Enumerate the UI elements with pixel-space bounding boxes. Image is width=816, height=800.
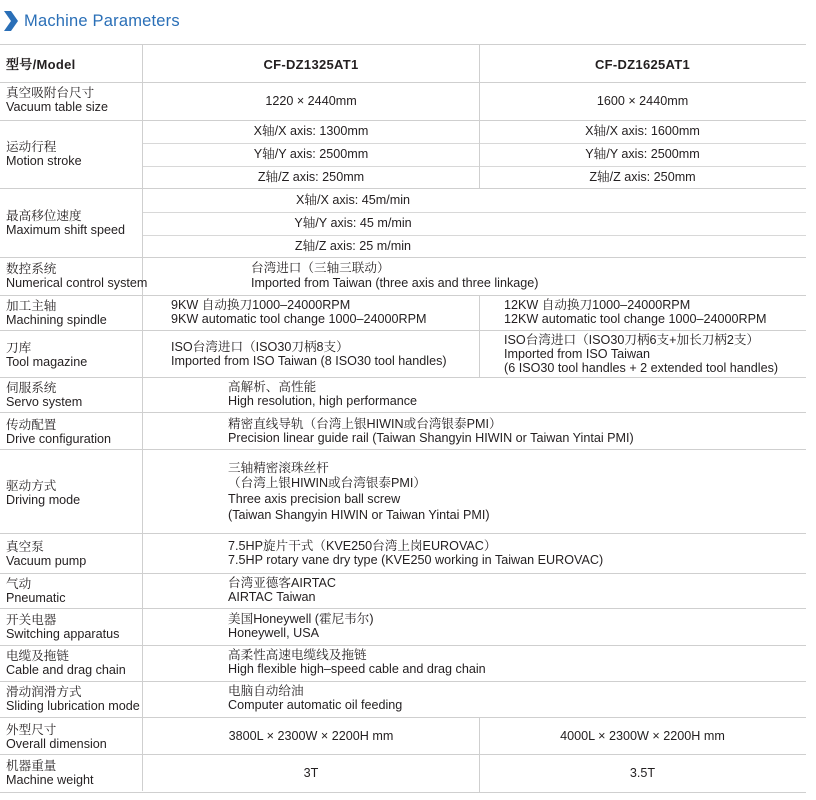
- lube-value-cn: 电脑自动给油: [228, 684, 304, 698]
- motion-y-2: Y轴/Y axis: 2500mm: [585, 147, 700, 161]
- row-tool-magazine: [0, 330, 806, 378]
- servo-value-en: High resolution, high performance: [228, 394, 418, 408]
- servo-label-en: Servo system: [6, 395, 83, 409]
- motion-y-1: Y轴/Y axis: 2500mm: [253, 147, 369, 161]
- switching-value-en: Honeywell, USA: [228, 626, 319, 640]
- dimension-value-1: 3800L × 2300W × 2200H mm: [228, 729, 394, 743]
- weight-value-2: 3.5T: [629, 766, 656, 780]
- section-header: [0, 7, 816, 37]
- weight-value-1: 3T: [303, 766, 319, 780]
- spindle-a-cn: 9KW 自动换刀1000–24000RPM: [171, 298, 351, 312]
- row-lubrication: [0, 681, 806, 718]
- pump-label-cn: 真空泵: [6, 540, 44, 554]
- magazine-b-en2: (6 ISO30 tool handles + 2 extended tool handles): [504, 361, 779, 375]
- driving-label-cn: 驱动方式: [6, 479, 57, 493]
- cable-value-en: High flexible high–speed cable and drag chain: [228, 662, 486, 676]
- driving-value-2: （台湾上银HIWIN或台湾银泰PMI）: [228, 476, 426, 490]
- row-switching: [0, 608, 806, 646]
- switching-label-en: Switching apparatus: [6, 627, 120, 641]
- vacuum-table-label-cn: 真空吸附台尺寸: [6, 86, 95, 100]
- pneumatic-label-cn: 气动: [6, 577, 32, 591]
- driving-value-4: (Taiwan Shangyin HIWIN or Taiwan Yintai PMI): [228, 508, 490, 522]
- servo-value-cn: 高解析、高性能: [228, 380, 317, 394]
- driving-label-en: Driving mode: [6, 493, 81, 507]
- motion-label-en: Motion stroke: [6, 154, 82, 168]
- row-drive-config: [0, 412, 806, 450]
- row-servo: [0, 377, 806, 413]
- spindle-label-en: Machining spindle: [6, 313, 107, 327]
- pump-label-en: Vacuum pump: [6, 554, 87, 568]
- row-vacuum-table: [0, 82, 806, 121]
- magazine-b-en: Imported from ISO Taiwan: [504, 347, 651, 361]
- speed-x: X轴/X axis: 45m/min: [295, 193, 411, 207]
- lube-label-en: Sliding lubrication mode: [6, 699, 140, 713]
- spindle-label-cn: 加工主轴: [6, 299, 57, 313]
- row-dimension: [0, 717, 806, 755]
- row-vacuum-pump: [0, 533, 806, 574]
- speed-y: Y轴/Y axis: 45 m/min: [294, 216, 412, 230]
- vacuum-table-label-en: Vacuum table size: [6, 100, 108, 114]
- lube-label-cn: 滑动润滑方式: [6, 685, 82, 699]
- spindle-b-en: 12KW automatic tool change 1000–24000RPM: [504, 312, 767, 326]
- weight-label-cn: 机器重量: [6, 759, 57, 773]
- lube-value-en: Computer automatic oil feeding: [228, 698, 403, 712]
- motion-x-1: X轴/X axis: 1300mm: [253, 124, 369, 138]
- row-cable: [0, 645, 806, 682]
- row-nc-system: [0, 257, 806, 296]
- row-spindle: [0, 295, 806, 331]
- chevron-mark-icon: [4, 11, 18, 31]
- row-motion-stroke: [0, 120, 806, 189]
- cable-label-cn: 电缆及拖链: [6, 649, 69, 663]
- cable-label-en: Cable and drag chain: [6, 663, 126, 677]
- driving-value-3: Three axis precision ball screw: [228, 492, 401, 506]
- magazine-label-en: Tool magazine: [6, 355, 88, 369]
- pump-value-cn: 7.5HP旋片干式（KVE250台湾上岗EUROVAC）: [228, 539, 497, 553]
- weight-label-en: Machine weight: [6, 773, 94, 787]
- row-driving-mode: [0, 449, 806, 534]
- nc-value-en: Imported from Taiwan (three axis and three linkage): [251, 276, 539, 290]
- driving-value-1: 三轴精密滚珠丝杆: [228, 461, 329, 475]
- switching-value-cn: 美国Honeywell (霍尼韦尔): [228, 612, 374, 626]
- speed-z: Z轴/Z axis: 25 m/min: [294, 239, 412, 253]
- vacuum-table-value-2: 1600 × 2440mm: [596, 94, 689, 108]
- motion-z-2: Z轴/Z axis: 250mm: [589, 170, 696, 184]
- pump-value-en: 7.5HP rotary vane dry type (KVE250 working in Taiwan EUROVAC): [228, 553, 604, 567]
- magazine-label-cn: 刀库: [6, 341, 32, 355]
- drive-label-cn: 传动配置: [6, 418, 57, 432]
- spindle-b-cn: 12KW 自动换刀1000–24000RPM: [504, 298, 691, 312]
- magazine-a-cn: ISO台湾进口（ISO30刀柄8支）: [171, 340, 349, 354]
- nc-label-cn: 数控系统: [6, 262, 57, 276]
- dimension-value-2: 4000L × 2300W × 2200H mm: [560, 729, 725, 743]
- row-pneumatic: [0, 573, 806, 609]
- pneumatic-label-en: Pneumatic: [6, 591, 66, 605]
- speed-label-en: Maximum shift speed: [6, 223, 125, 237]
- drive-label-en: Drive configuration: [6, 432, 111, 446]
- row-weight: [0, 754, 806, 793]
- cable-value-cn: 高柔性高速电缆线及拖链: [228, 648, 367, 662]
- dimension-label-cn: 外型尺寸: [6, 723, 57, 737]
- page-title: Machine Parameters: [24, 12, 180, 30]
- magazine-b-cn: ISO台湾进口（ISO30刀柄6支+加长刀柄2支）: [504, 333, 760, 347]
- model-value-1: CF-DZ1325AT1: [263, 57, 359, 72]
- motion-z-1: Z轴/Z axis: 250mm: [257, 170, 365, 184]
- switching-label-cn: 开关电器: [6, 613, 57, 627]
- speed-label-cn: 最高移位速度: [6, 209, 82, 223]
- servo-label-cn: 伺服系统: [6, 381, 57, 395]
- drive-value-en: Precision linear guide rail (Taiwan Shangyin HIWIN or Taiwan Yintai PMI): [228, 431, 634, 445]
- dimension-label-en: Overall dimension: [6, 737, 107, 751]
- nc-value-cn: 台湾进口（三轴三联动）: [251, 261, 390, 275]
- motion-label-cn: 运动行程: [6, 140, 57, 154]
- nc-label-en: Numerical control system: [6, 276, 148, 290]
- pneumatic-value-en: AIRTAC Taiwan: [228, 590, 316, 604]
- magazine-a-en: Imported from ISO Taiwan (8 ISO30 tool handles): [171, 354, 447, 368]
- vacuum-table-value-1: 1220 × 2440mm: [265, 94, 357, 108]
- pneumatic-value-cn: 台湾亚德客AIRTAC: [228, 576, 336, 590]
- row-model: [0, 44, 806, 83]
- drive-value-cn: 精密直线导轨（台湾上银HIWIN或台湾银泰PMI）: [228, 417, 502, 431]
- row-shift-speed: [0, 188, 806, 258]
- motion-x-2: X轴/X axis: 1600mm: [585, 124, 700, 138]
- spindle-a-en: 9KW automatic tool change 1000–24000RPM: [171, 312, 427, 326]
- model-value-2: CF-DZ1625AT1: [594, 57, 691, 72]
- model-label: 型号/Model: [6, 57, 76, 72]
